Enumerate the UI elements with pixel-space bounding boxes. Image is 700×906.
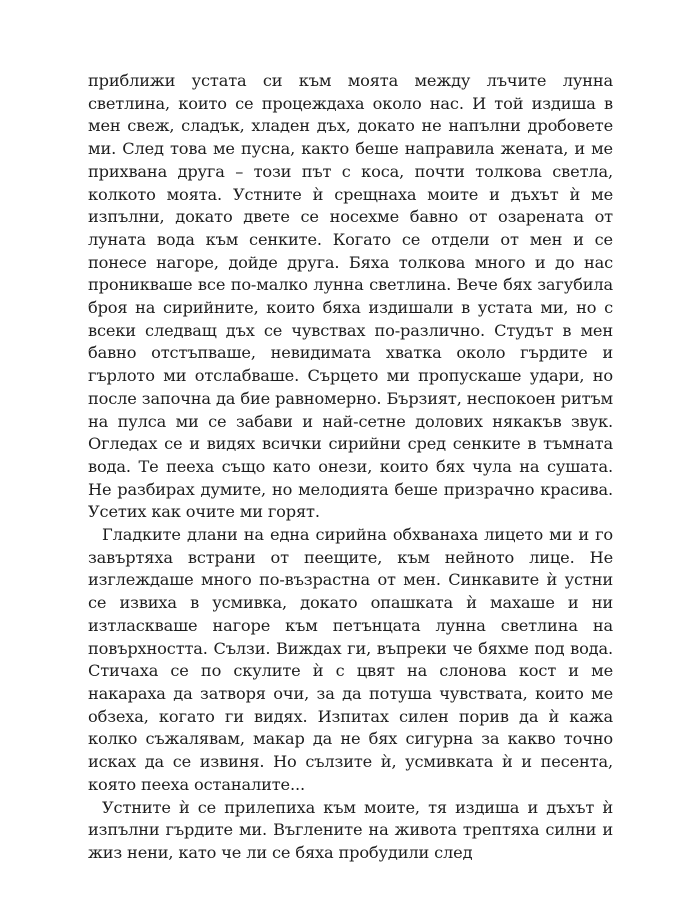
paragraph-1: приближи устата си към моята между лъчите лунна светлина, които се процеждаха около нас. И той издиша в мен свеж, сладък, хладен дъх, докато не напълни дробовете ми. След това ме пусна, както беше направила жената, и ме прихвана друга – този път с коса, почти толкова светла, колкото моята. Устните ѝ срещнаха моите и дъхът ѝ ме изпълни, докато двете се носехме бавно от озарената от луната вода към сенките. Когато се отдели от мен и се понесе нагоре, дойде друга. Бяха толкова много и до нас проникваше все по-малко лунна светлина. Вече бях загубила броя на сирийните, които бяха издишали в устата ми, но с всеки следващ дъх се чувствах по-различно. Студът в мен бавно отстъпваше, невидимата хватка около гърдите и гърлото ми отслабваше. Сърцето ми пропускаше удари, но после започна да бие равномерно. Бързият, неспокоен ритъм на пулса ми се забави и най-сетне долових някакъв звук. Огледах се и видях всички сирийни сред сенките в тъмната вода. Те пееха също като онези, които бях чула на сушата. Не разбирах думите, но мелодията беше призрачно красива. Усетих как очите ми горят. bbox=[88, 71, 613, 522]
page-text bbox=[88, 70, 613, 865]
paragraph-3: Устните ѝ се прилепиха към моите, тя издиша и дъхът ѝ изпълни гърдите ми. Въглените на живота трептяха силни и жиз нени, като че ли се бяха пробудили след bbox=[88, 797, 613, 862]
paragraph-2: Гладките длани на една сирийна обхванаха лицето ми и го завъртяха встрани от пеещите, към нейното лице. Не изглеждаше много по-възрастна от мен. Синкавите ѝ устни се извиха в усмивка, докато опашката ѝ махаше и ни изтласкваше нагоре към петънцата лунна светлина на повърхността. Сълзи. Виждах ги, въпреки че бяхме под вода. Стичаха се по скулите ѝ с цвят на слонова кост и ме накараха да затворя очи, за да потуша чувствата, които ме обзеха, когато ги видях. Изпитах силен порив да ѝ кажа колко съжалявам, макар да не бях сигурна за какво точно исках да се извиня. Но сълзите ѝ, усмивката ѝ и песента, която пееха останалите... bbox=[88, 525, 613, 794]
